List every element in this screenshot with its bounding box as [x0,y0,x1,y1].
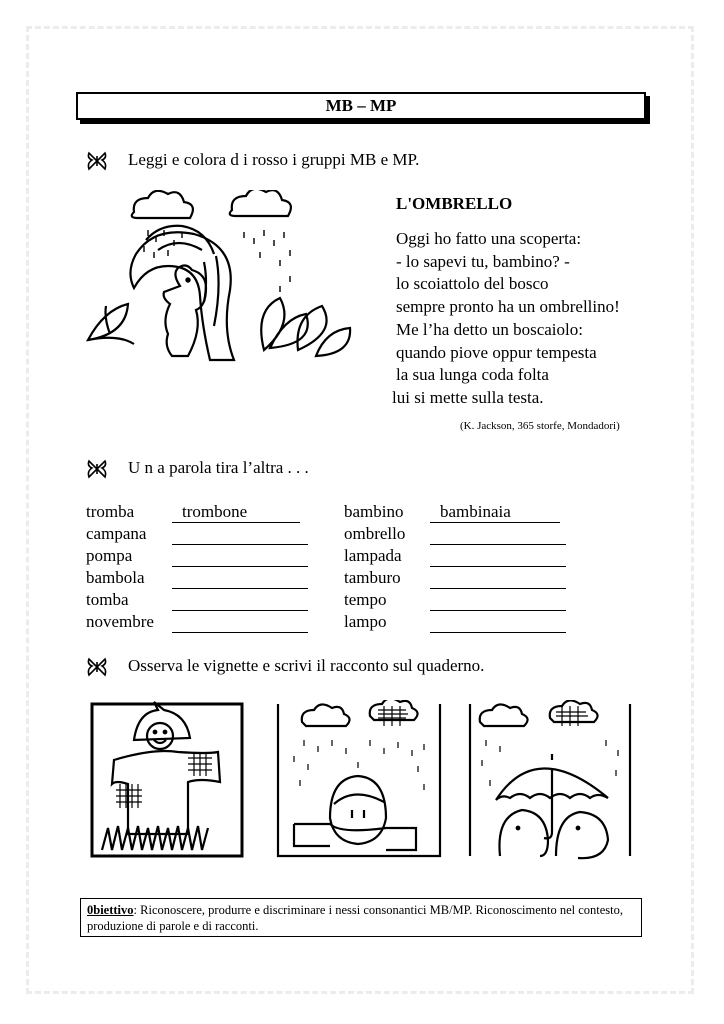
butterfly-bullet-icon [86,150,108,172]
instruction-observe-comics: Osserva le vignette e scrivi il racconto sul quaderno. [128,656,485,675]
answer-field-left[interactable] [172,590,308,610]
poem-title: L'OMBRELLO [396,194,513,213]
answer-field-right[interactable] [430,590,566,610]
poem-source: (K. Jackson, 365 storfe, Mondadori) [460,420,620,432]
comic-panel-scarecrow [90,700,246,860]
poem-line: lui si mette sulla testa. [392,387,544,407]
poem-line: Oggi ho fatto una scoperta: [396,229,582,248]
answer-field-left[interactable] [172,546,308,566]
page-title: MB – MP [76,92,646,120]
objective-text: : Riconoscere, produrre e discriminare i nessi consonantici MB/MP. Riconoscimento nel contesto, produzione di parole e di racconti. [87,903,624,933]
poem-line: - lo sapevi tu, bambino? - [396,251,570,271]
word-right: tamburo [344,568,401,587]
answer-field-right[interactable] [430,546,566,566]
answer-field-left[interactable] [172,568,308,588]
word-left: campana [86,524,147,543]
word-right: lampada [344,546,402,565]
poem-line: quando piove oppur tempesta [396,342,597,362]
poem-line: Me l’ha detto un boscaiolo: [396,319,583,339]
poem-line: la sua lunga coda folta [396,365,549,385]
word-left: pompa [86,546,133,565]
poem-text [392,228,620,410]
word-right: ombrello [344,524,406,543]
comic-panel-umbrella [466,700,634,860]
answer-field-right[interactable] [430,524,566,544]
word-right: bambino [344,502,404,521]
answer-field-left[interactable] [172,612,308,632]
word-left: tomba [86,590,129,609]
poem-line: sempre pronto ha un ombrellino! [396,297,620,317]
poem-line: lo scoiattolo del bosco [396,274,549,294]
answer-field-right[interactable]: bambinaia [430,502,560,522]
objective-box [80,898,642,937]
instruction-read-color: Leggi e colora d i rosso i gruppi MB e MP. [128,150,420,169]
answer-field-right[interactable] [430,612,566,632]
answer-field-left[interactable]: trombone [172,502,300,522]
word-right: lampo [344,612,387,631]
word-left: bambola [86,568,145,587]
comic-panel-rain [274,700,444,860]
instruction-word-chain: U n a parola tira l’altra . . . [128,458,309,477]
butterfly-bullet-icon [86,656,108,678]
squirrel-umbrella-illustration [84,190,359,370]
word-left: tromba [86,502,135,521]
word-right: tempo [344,590,387,609]
answer-field-left[interactable] [172,524,308,544]
butterfly-bullet-icon [86,458,108,480]
objective-label: 0biettivo [87,903,134,917]
answer-field-right[interactable] [430,568,566,588]
word-left: novembre [86,612,154,631]
